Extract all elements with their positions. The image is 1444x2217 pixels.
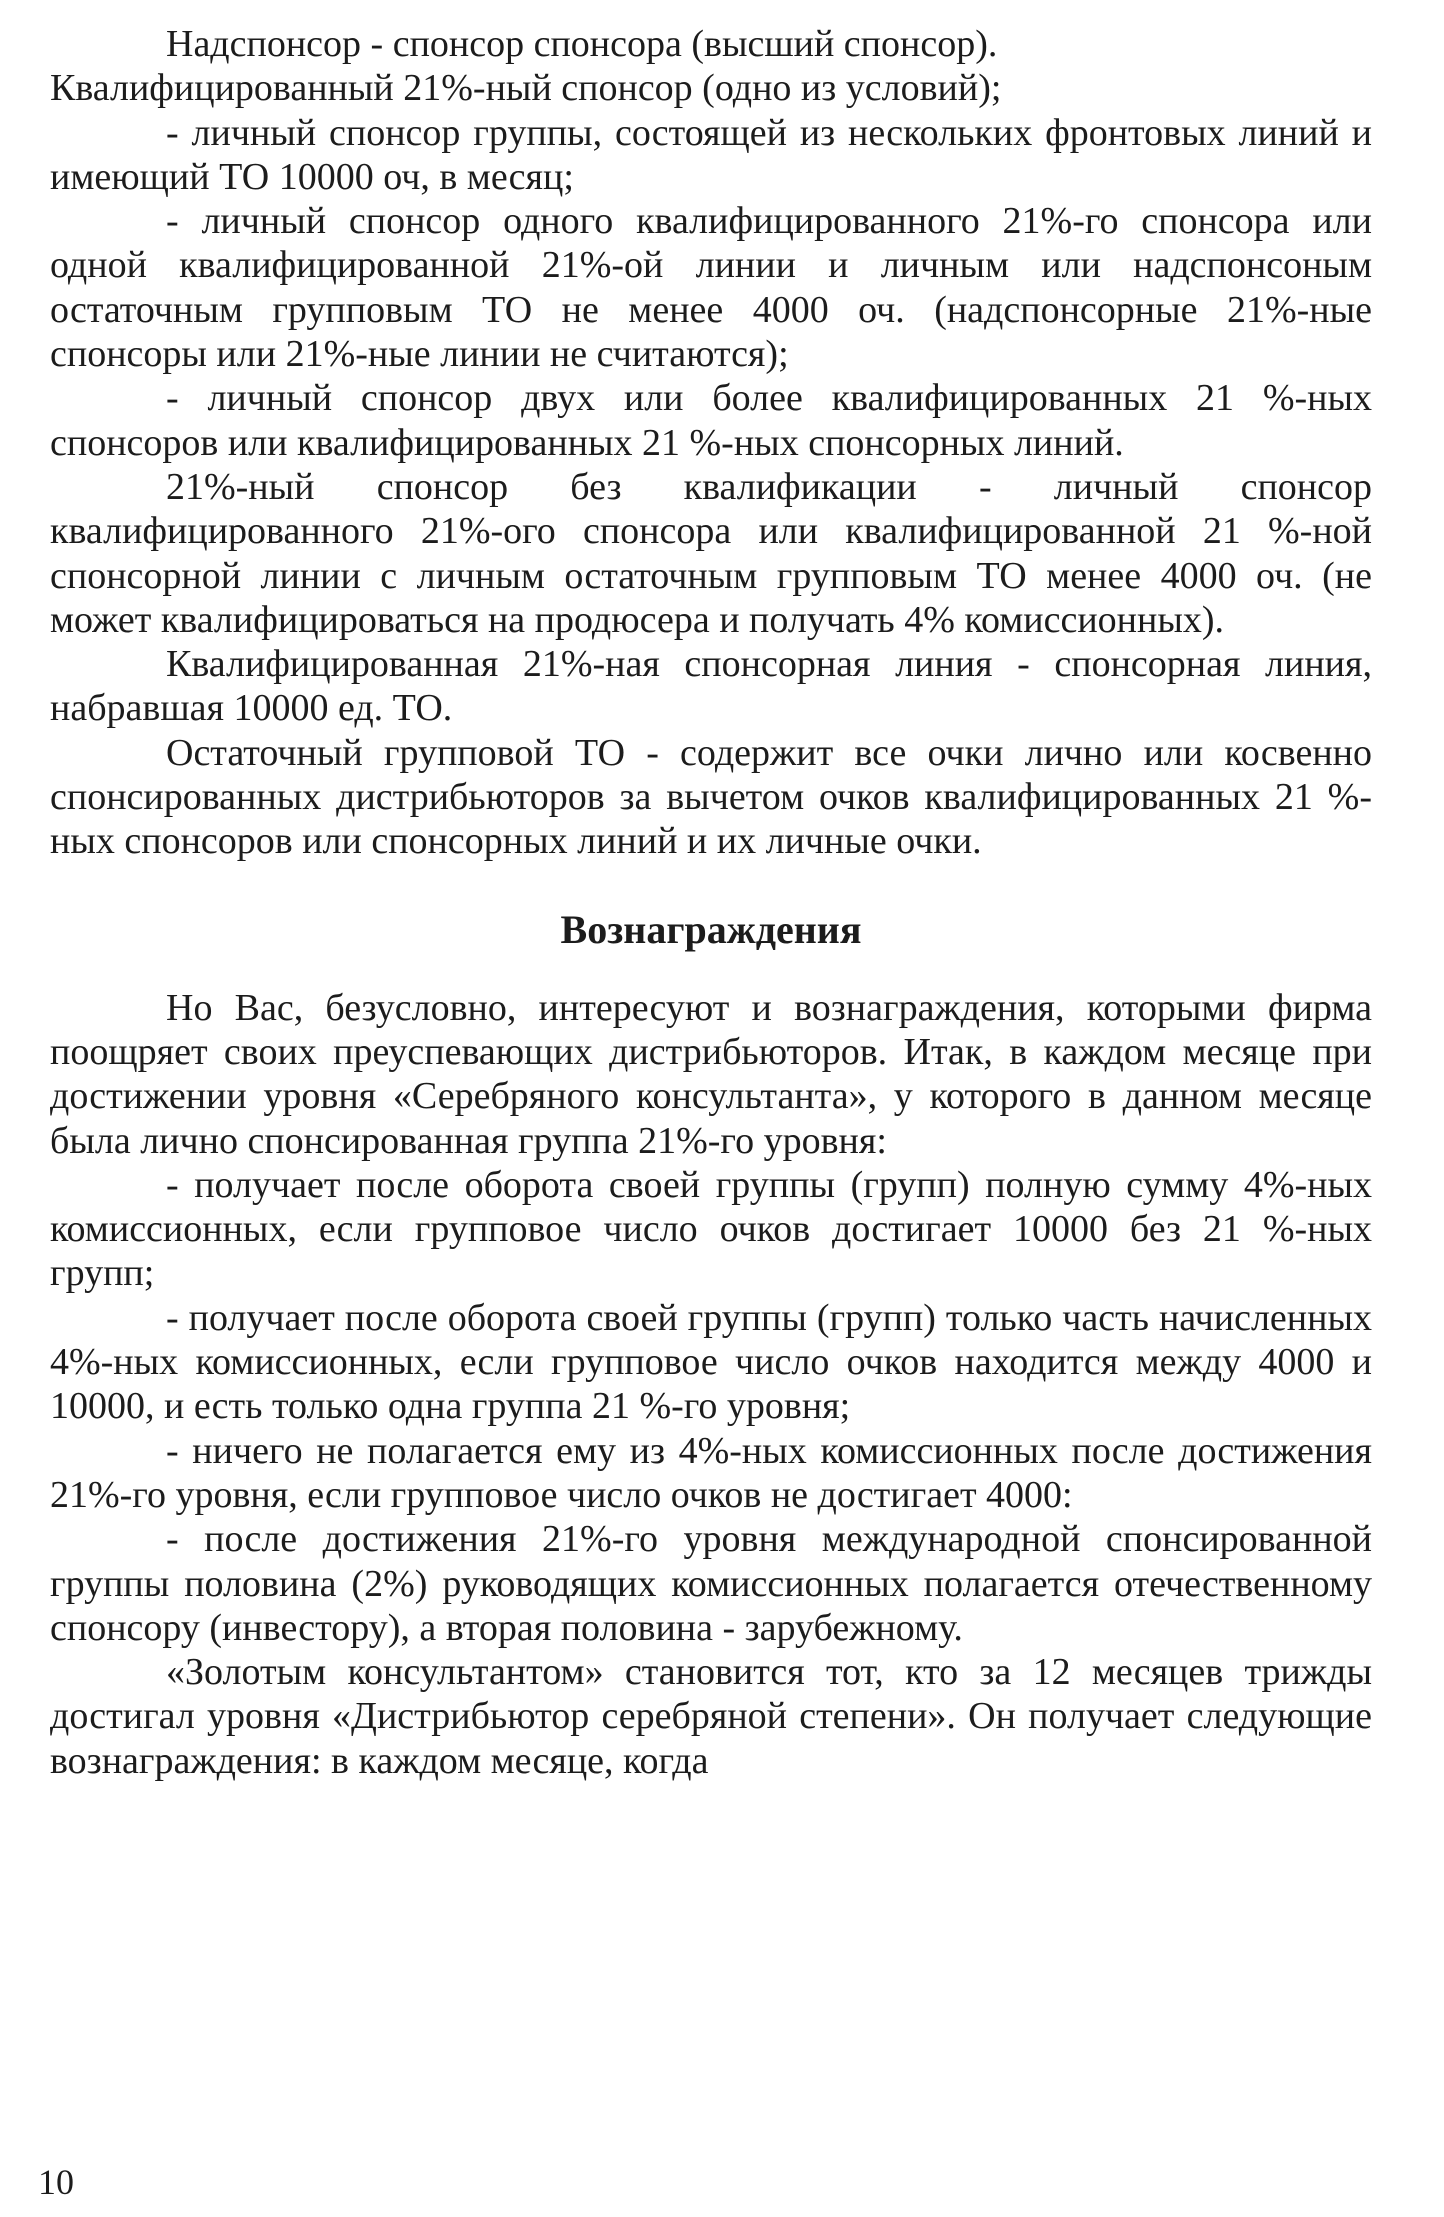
paragraph-qualified-sponsor-title: Квалифицированный 21%-ный спонсор (одно из условий); (50, 67, 1002, 110)
paragraph-rewards-intro: Но Вас, безусловно, интересуют и вознаграждения, которыми фирма поощряет своих преуспевающих дистрибьюторов. Итак, в каждом месяце при достижении уровня «Серебряного консультанта», у которого в данном месяце была лично спонсированная группа 21%-го уровня: (50, 986, 1372, 1162)
paragraph-gold-consultant: «Золотым консультантом» становится тот, кто за 12 месяцев трижды достигал уровня «Дистрибьютор серебряной степени». Он получает следующие вознаграждения: в каждом месяце, когда (50, 1651, 1372, 1782)
paragraph-reward-2: - получает после оборота своей группы (групп) только часть начисленных 4%-ных комиссионных, если групповое число очков находится между 4000 и 10000, и есть только одна группа 21 %-го уровня; (50, 1296, 1372, 1428)
page-number: 10 (38, 2162, 74, 2202)
section-heading: Вознаграждения (560, 906, 862, 952)
document-page (50, 22, 1372, 1783)
paragraph-qualified-line: Квалифицированная 21%-ная спонсорная линия - спонсорная линия, набравшая 10000 ед. ТО. (50, 643, 1372, 730)
paragraph-reward-1: - получает после оборота своей группы (групп) полную сумму 4%-ных комиссионных, если групповое число очков достигает 10000 без 21 %-ных групп; (50, 1163, 1372, 1295)
paragraph-reward-4: - после достижения 21%-го уровня международной спонсированной группы половина (2%) руководящих комиссионных полагается отечественному спонсору (инвестору), а вторая половина - зарубежному. (50, 1518, 1372, 1649)
paragraph-reward-3: - ничего не полагается ему из 4%-ных комиссионных после достижения 21%-го уровня, если групповое число очков не достигает 4000: (50, 1429, 1372, 1516)
paragraph-condition-2: - личный спонсор одного квалифицированного 21%-го спонсора или одной квалифицированной 21%-ой линии и личным или надспонсоным остаточным групповым ТО не менее 4000 оч. (надспонсорные 21%-ные спонсоры или 21%-ные линии не считаются); (50, 200, 1372, 376)
paragraph-condition-1: - личный спонсор группы, состоящей из нескольких фронтовых линий и имеющий ТО 10000 оч, в месяц; (50, 111, 1372, 198)
paragraph-supersponsor: Надспонсор - спонсор спонсора (высший спонсор). (166, 23, 998, 65)
paragraph-condition-3: - личный спонсор двух или более квалифицированных 21 %-ных спонсоров или квалифицированных 21 %-ных спонсорных линий. (50, 377, 1372, 464)
paragraph-residual-group-to: Остаточный групповой ТО - содержит все очки лично или косвенно спонсированных дистрибьюторов за вычетом очков квалифицированных 21 %-ных спонсоров или спонсорных линий и их личные очки. (50, 731, 1372, 863)
paragraph-unqualified-sponsor: 21%-ный спонсор без квалификации - личный спонсор квалифицированного 21%-ого спонсора или квалифицированной 21 %-ной спонсорной линии с личным остаточным групповым ТО менее 4000 оч. (не может квалифицироваться на продюсера и получать 4% комиссионных). (50, 465, 1372, 641)
